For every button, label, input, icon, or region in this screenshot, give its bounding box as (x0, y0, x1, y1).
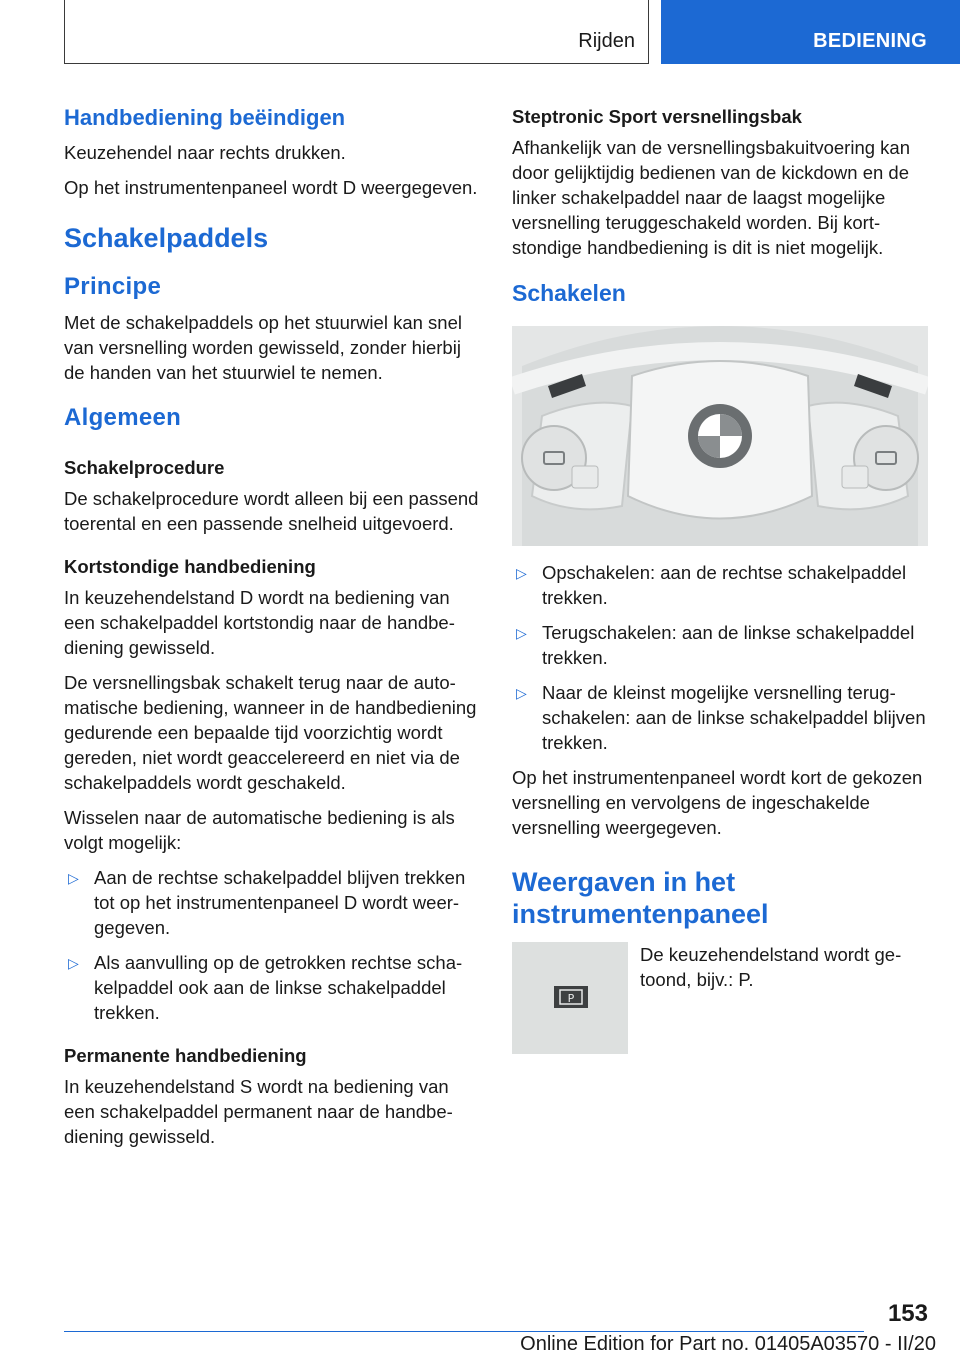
bullet-list-schakelen (512, 560, 928, 755)
list-item (512, 620, 928, 670)
list-item-text: Aan de rechtse schakelpaddel blijven trekken tot op het instrumentenpaneel D wordt weergegeven. (94, 867, 466, 938)
heading-schakelen: Schakelen (512, 280, 626, 306)
heading-schakelprocedure: Schakelprocedure (64, 457, 225, 478)
paragraph-op-het-instrumentenpaneel: Op het instrumentenpaneel wordt D weergegeven. (64, 177, 478, 198)
paragraph-kortstondige-1: In keuzehendelstand D wordt na bediening van een schakelpaddel kortstondig naar de handbediening gewisseld. (64, 587, 455, 658)
heading-algemeen: Algemeen (64, 404, 182, 431)
list-item-text: Opschakelen: aan de rechtse schakelpaddel trekken. (542, 562, 907, 608)
list-item (512, 680, 928, 755)
heading-schakelpaddels: Schakelpaddels (64, 223, 269, 253)
paragraph-keuzehendel: Keuzehendel naar rechts drukken. (64, 142, 346, 163)
triangle-right-outline-icon: ▷ (516, 625, 527, 641)
list-item (64, 865, 479, 940)
page-number: 153 (887, 1300, 928, 1327)
paragraph-gekozen-versnelling: Op het instrumentenpaneel wordt kort de gekozen versnelling en vervolgens de ingeschakelde versnelling weergegeven. (512, 767, 923, 838)
cluster-letter: P (567, 992, 575, 1005)
paragraph-wisselen: Wisselen naar de automatische bediening is als volgt mogelijk: (64, 807, 455, 853)
paragraph-kortstondige-2: De versnellingsbak schakelt terug naar de automatische bediening, wanneer in de handbediening gedurende een bepaalde tijd voorzichtig wordt gereden, niet wordt geaccelereerd en niet via de schakelpaddels wordt geschakeld. (64, 672, 477, 793)
triangle-right-outline-icon: ▷ (516, 565, 527, 581)
paragraph-principe: Met de schakelpaddels op het stuurwiel kan snel van versnelling worden gewisseld, zonder hierbij de handen van het stuurwiel te nemen. (64, 312, 462, 383)
header-section-title: Rijden (578, 30, 635, 52)
footer-edition: Online Edition for Part no. 01405A03570 - II/20 (520, 1333, 936, 1355)
heading-steptronic: Steptronic Sport versnellingsbak (512, 106, 802, 127)
heading-handbediening-beeindigen: Handbediening beëindigen (64, 105, 346, 130)
triangle-right-outline-icon: ▷ (68, 870, 79, 886)
left-column (64, 100, 479, 1159)
cluster-display-figure (512, 942, 928, 1054)
heading-weergaven-instrumentenpaneel: Weergaven in het instrumentenpaneel (512, 867, 769, 929)
right-column (512, 100, 928, 1054)
header-frame (64, 0, 649, 64)
triangle-right-outline-icon: ▷ (516, 685, 527, 701)
list-item-text: Als aanvulling op de getrokken rechtse schakelpaddel ook aan de linkse schakelpaddel trekken. (94, 952, 463, 1023)
header-chapter-tab (661, 0, 960, 64)
cluster-description (640, 942, 928, 1054)
paragraph-schakelprocedure: De schakelprocedure wordt alleen bij een passend toerental en een passende snelheid uitgevoerd. (64, 488, 479, 534)
paragraph-steptronic: Afhankelijk van de versnellingsbakuitvoering kan door gelijktijdig bedienen van de kickdown en de linker schakelpaddel naar de laagst mogelijke versnelling teruggeschakeld worden. Bij kortstondige handbediening is dit is niet mogelijk. (512, 137, 910, 258)
steering-wheel-illustration (512, 326, 928, 546)
paragraph-weergaven: De keuzehendelstand wordt getoond, bijv.: P. (640, 944, 902, 990)
header-chapter-title: BEDIENING (813, 30, 927, 52)
list-item-text: Naar de kleinst mogelijke versnelling terugschakelen: aan de linkse schakelpaddel blijven trekken. (542, 682, 926, 753)
footer-divider (64, 1331, 864, 1332)
triangle-right-outline-icon: ▷ (68, 955, 79, 971)
heading-principe: Principe (64, 273, 162, 300)
paragraph-permanente: In keuzehendelstand S wordt na bediening van een schakelpaddel permanent naar de handbediening gewisseld. (64, 1076, 453, 1147)
heading-permanente-handbediening: Permanente handbediening (64, 1045, 307, 1066)
list-item-text: Terugschakelen: aan de linkse schakelpaddel trekken. (542, 622, 915, 668)
list-item (64, 950, 479, 1025)
heading-kortstondige-handbediening: Kortstondige handbediening (64, 556, 316, 577)
list-item (512, 560, 928, 610)
bullet-list-wisselen (64, 865, 479, 1025)
gear-indicator-p-icon (512, 942, 628, 1054)
